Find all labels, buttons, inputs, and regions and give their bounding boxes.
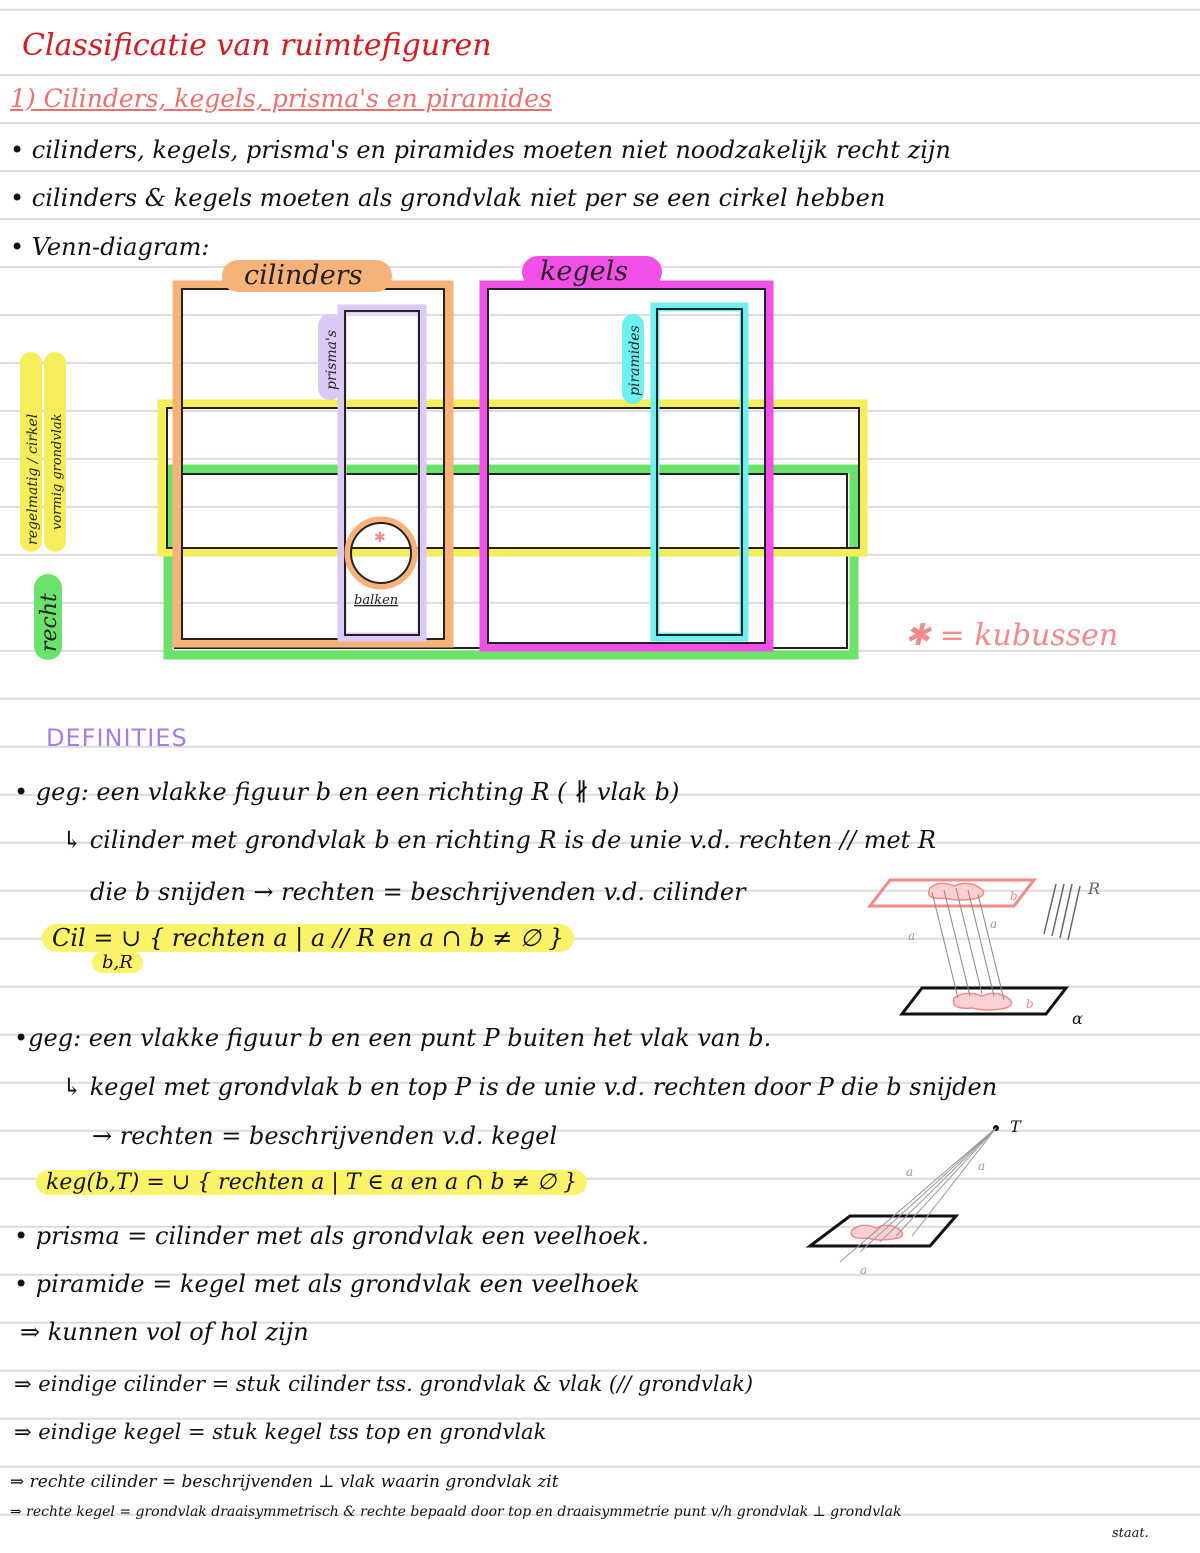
label-cilinders: cilinders bbox=[244, 260, 363, 291]
label-recht: recht bbox=[37, 593, 62, 652]
cil-formula: Cil = ∪ { rechten a | a // R en a ∩ b ≠ ∅ } bbox=[42, 924, 574, 952]
venn-region-cilinders bbox=[177, 285, 449, 643]
label-kegels: kegels bbox=[540, 256, 629, 287]
venn-diagram bbox=[0, 240, 1200, 670]
sketch-label-R: R bbox=[1088, 879, 1100, 898]
sketch-label-a5: a bbox=[860, 1263, 868, 1277]
section-subtitle: 1) Cilinders, kegels, prisma's en piramides bbox=[10, 84, 552, 113]
cil-definition-2: die b snijden → rechten = beschrijvenden v.d. cilinder bbox=[90, 878, 746, 906]
eindige-kegel: ⇒ eindige kegel = stuk kegel tss top en grondvlak bbox=[14, 1420, 547, 1444]
cil-given: • geg: een vlakke figuur b en een richting R ( ∦ vlak b) bbox=[14, 778, 680, 806]
label-vormig: vormig grondvlak bbox=[50, 413, 65, 530]
piramide-definition: • piramide = kegel met als grondvlak een veelhoek bbox=[14, 1270, 640, 1298]
vol-of-hol: ⇒ kunnen vol of hol zijn bbox=[20, 1318, 309, 1346]
sketch-label-T: T bbox=[1010, 1117, 1021, 1136]
sketch-label-a3: a bbox=[906, 1165, 914, 1179]
label-balken: balken bbox=[354, 593, 399, 608]
cil-formula-subscript: b,R bbox=[92, 952, 143, 973]
sketch-label-b-bottom: b bbox=[1026, 997, 1034, 1011]
sketch-label-a1: a bbox=[908, 929, 916, 943]
kubus-marker: ✱ bbox=[374, 530, 386, 546]
sketch-label-alpha: α bbox=[1072, 1009, 1083, 1028]
cilinder-sketch bbox=[860, 870, 1100, 1030]
sketch-label-a2: a bbox=[990, 917, 998, 931]
keg-definition-2: → rechten = beschrijvenden v.d. kegel bbox=[92, 1122, 558, 1150]
kegel-sketch bbox=[800, 1112, 1040, 1282]
sketch-label-a4: a bbox=[978, 1159, 986, 1173]
label-regelmatig: regelmatig / cirkel bbox=[25, 413, 41, 545]
bullet-venn-diagram: • Venn-diagram: bbox=[10, 233, 210, 261]
rechte-cilinder: ⇒ rechte cilinder = beschrijvenden ⊥ vlak waarin grondvlak zit bbox=[10, 1472, 559, 1492]
venn-region-regelmatig bbox=[162, 404, 863, 552]
label-piramides: piramides bbox=[627, 325, 643, 396]
cil-definition-1: ↳ cilinder met grondvlak b en richting R is de unie v.d. rechten // met R bbox=[62, 826, 936, 854]
rechte-kegel: ⇒ rechte kegel = grondvlak draaisymmetrisch & rechte bepaald door top en draaisymmetrie punt v/h grondvlak ⊥ grondvlak bbox=[10, 1504, 902, 1520]
bullet-not-necessarily-straight: • cilinders, kegels, prisma's en piramides moeten niet noodzakelijk recht zijn bbox=[10, 136, 951, 164]
keg-definition-1: ↳ kegel met grondvlak b en top P is de unie v.d. rechten door P die b snijden bbox=[62, 1073, 998, 1101]
sketch-label-b-top: b bbox=[1010, 889, 1018, 903]
bullet-base-not-circle: • cilinders & kegels moeten als grondvlak niet per se een cirkel hebben bbox=[10, 184, 886, 212]
keg-given: •geg: een vlakke figuur b en een punt P buiten het vlak van b. bbox=[14, 1024, 772, 1052]
rechte-kegel-staat: staat. bbox=[1112, 1526, 1149, 1541]
venn-region-recht bbox=[168, 469, 854, 655]
definities-heading: DEFINITIES bbox=[46, 724, 188, 752]
eindige-cilinder: ⇒ eindige cilinder = stuk cilinder tss. grondvlak & vlak (// grondvlak) bbox=[14, 1372, 754, 1396]
page-title: Classificatie van ruimtefiguren bbox=[22, 28, 492, 63]
label-prismas: prisma's bbox=[324, 330, 340, 390]
prisma-definition: • prisma = cilinder met als grondvlak een veelhoek. bbox=[14, 1222, 650, 1250]
legend-kubussen: ✱ = kubussen bbox=[905, 618, 1119, 653]
keg-formula: keg(b,T) = ∪ { rechten a | T ∈ a en a ∩ b ≠ ∅ } bbox=[36, 1170, 587, 1195]
